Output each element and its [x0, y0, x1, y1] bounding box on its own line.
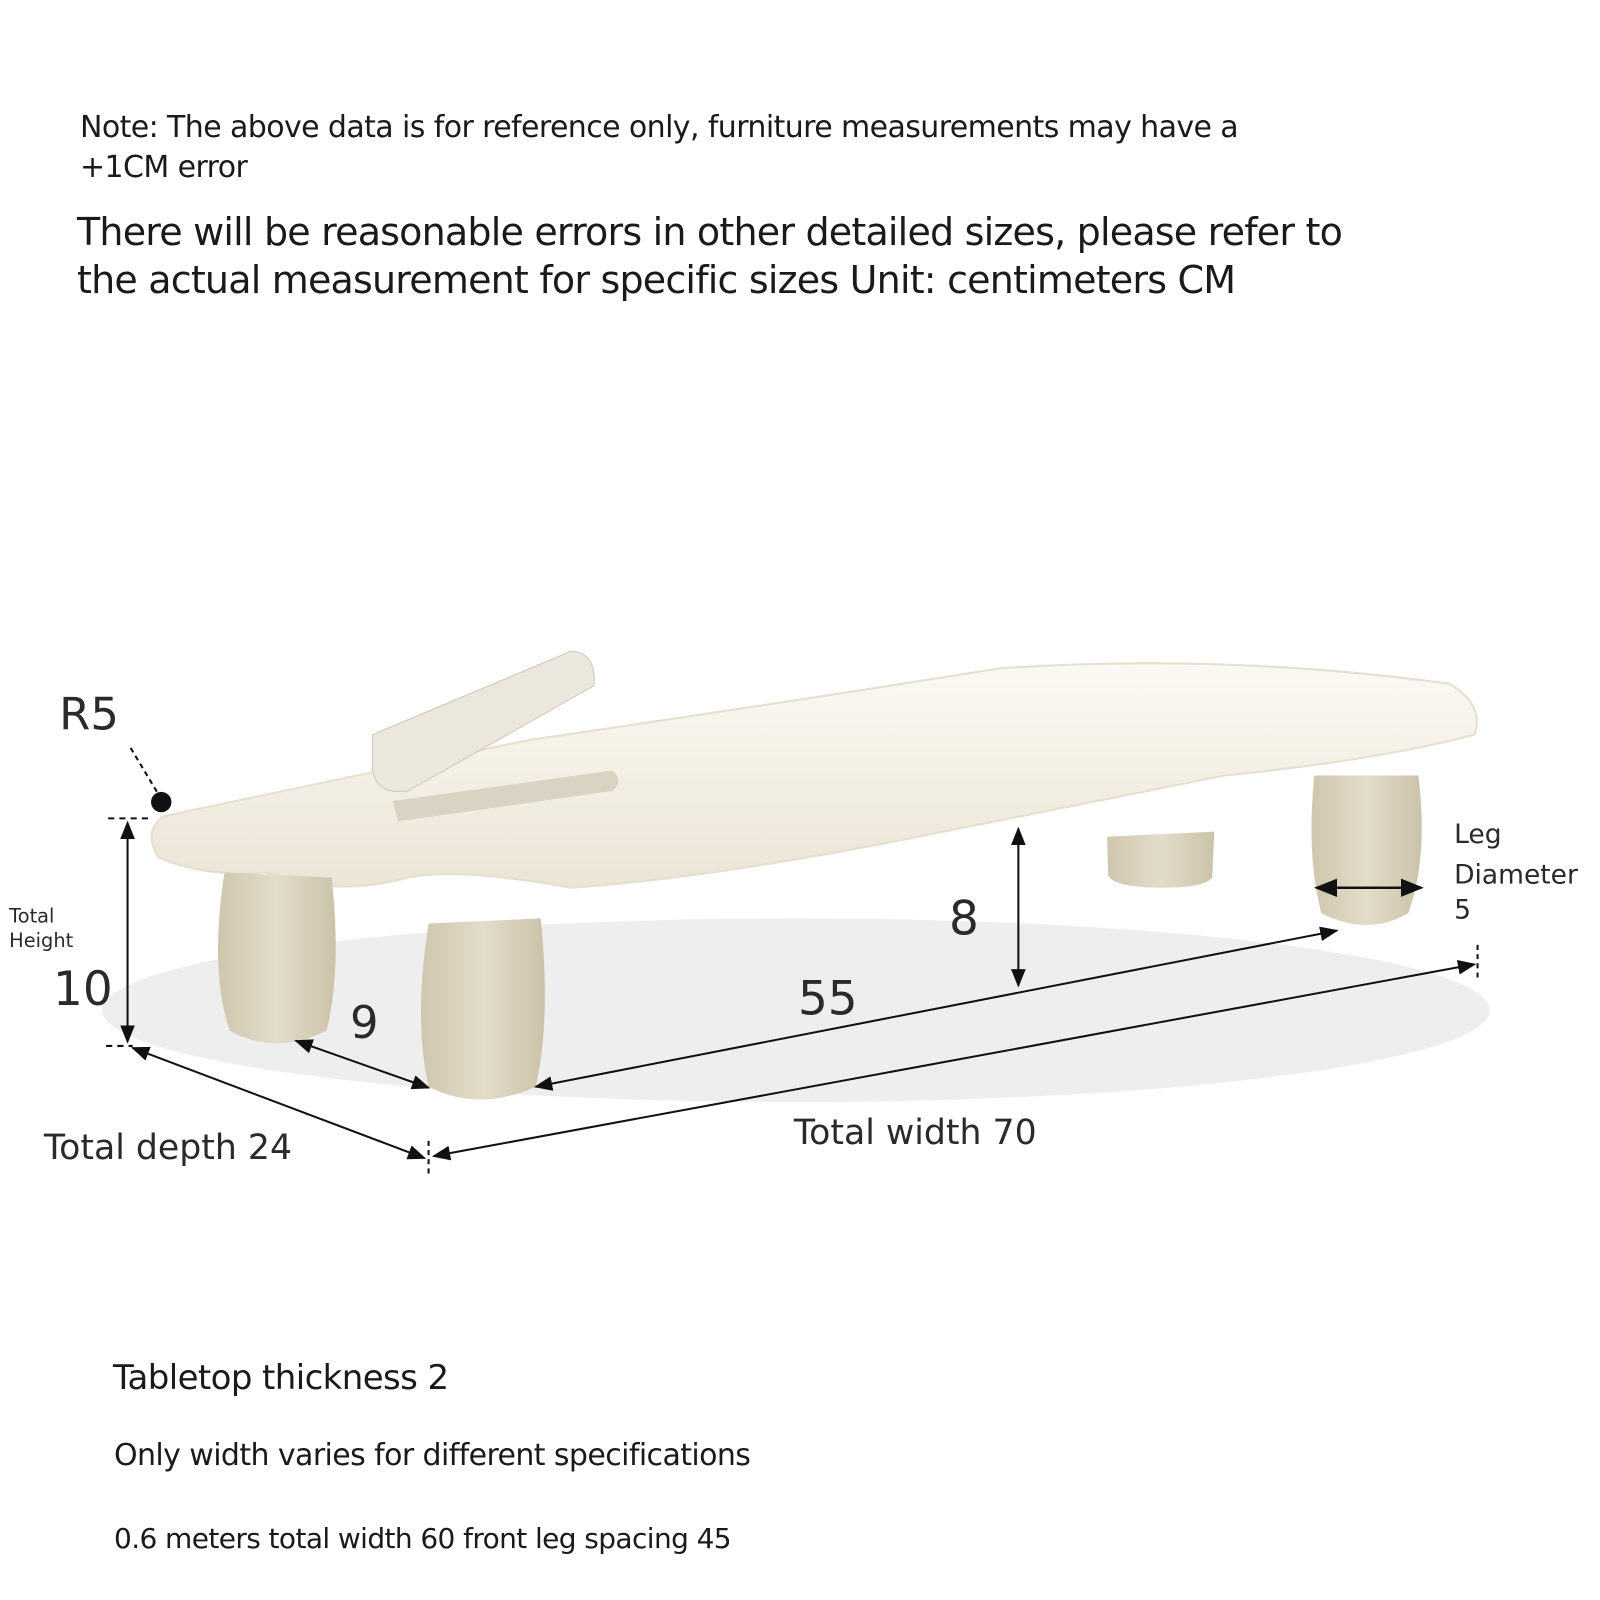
radius-point [151, 792, 171, 812]
error-note-line-2: the actual measurement for specific sizes Unit: centimeters CM [77, 258, 1236, 302]
radius-label: R5 [59, 687, 119, 741]
error-note-line-1: There will be reasonable errors in other detailed sizes, please refer to [77, 210, 1343, 254]
leg-spacing-value: 55 [797, 971, 858, 1027]
note-line-1: Note: The above data is for reference only, furniture measurements may have a [80, 110, 1239, 145]
note-line-2: +1CM error [80, 150, 248, 185]
front-right-leg [421, 918, 545, 1099]
spec-note: 0.6 meters total width 60 front leg spacing 45 [114, 1522, 732, 1555]
total-height-value: 10 [53, 962, 113, 1018]
leg-diameter-label-2: Diameter [1454, 859, 1578, 891]
total-depth-label: Total depth 24 [43, 1128, 293, 1169]
total-height-label-2: Height [9, 928, 74, 952]
leg-inset-value: 9 [350, 995, 379, 1049]
tabletop-thickness: Tabletop thickness 2 [113, 1358, 449, 1398]
radius-leader [131, 748, 159, 794]
leg-clearance-value: 8 [948, 891, 979, 947]
total-height-label: Total [9, 904, 55, 928]
back-right-leg [1311, 776, 1421, 925]
variation-note: Only width varies for different specifications [114, 1438, 751, 1473]
back-left-leg [1107, 832, 1214, 888]
front-left-leg [218, 872, 336, 1043]
leg-diameter-value: 5 [1454, 894, 1471, 926]
leg-diameter-label: Leg [1454, 818, 1502, 850]
total-width-label: Total width 70 [793, 1112, 1037, 1153]
tabletop [152, 663, 1477, 887]
